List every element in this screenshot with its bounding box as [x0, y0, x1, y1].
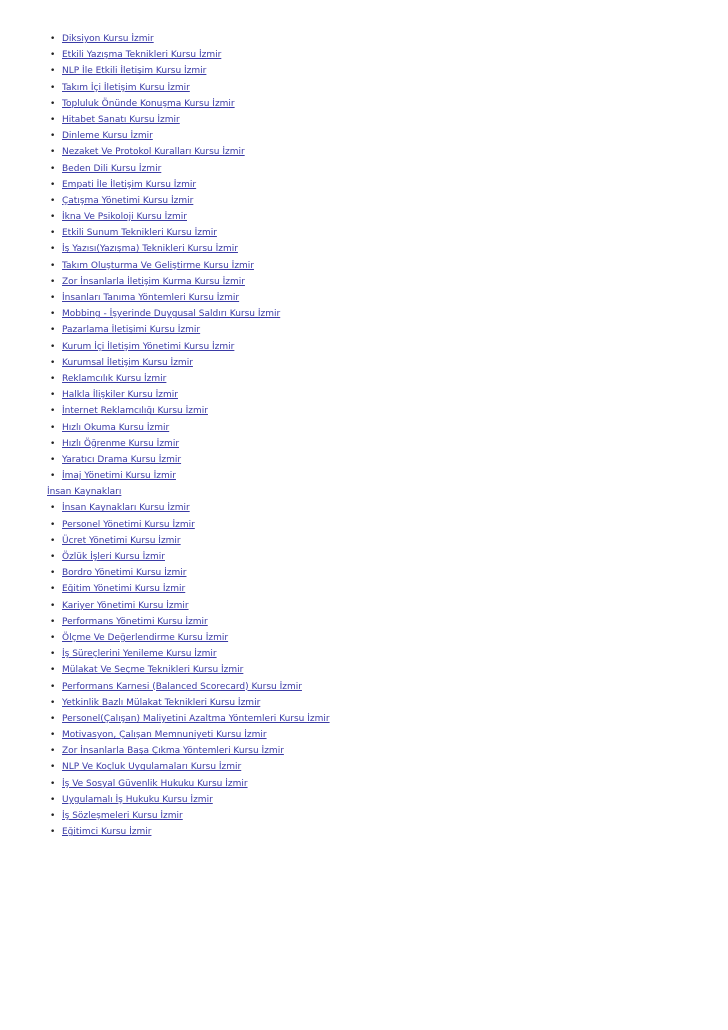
course-list-human-resources: [47, 500, 728, 840]
course-link[interactable]: Özlük İşleri Kursu İzmir: [62, 552, 165, 562]
list-item: [47, 177, 728, 193]
course-link[interactable]: İmaj Yönetimi Kursu İzmir: [62, 471, 176, 482]
bullet-icon: •: [50, 131, 56, 142]
bullet-icon: •: [50, 98, 56, 109]
course-link[interactable]: Motivasyon, Çalışan Memnuniyeti Kursu İzmir: [62, 730, 267, 741]
list-item: [47, 452, 728, 468]
course-link[interactable]: İnternet Reklamcılığı Kursu İzmir: [62, 406, 208, 417]
bullet-icon: •: [50, 713, 56, 724]
list-item: [47, 436, 728, 452]
section-heading-human-resources[interactable]: İnsan Kaynakları: [47, 487, 122, 498]
bullet-icon: •: [50, 325, 56, 336]
list-item: [47, 792, 728, 808]
course-link[interactable]: Topluluk Önünde Konuşma Kursu İzmir: [62, 98, 235, 109]
course-link[interactable]: Bordro Yönetimi Kursu İzmir: [62, 568, 187, 579]
course-link[interactable]: Etkili Yazışma Teknikleri Kursu İzmir: [62, 50, 222, 61]
course-link[interactable]: Hitabet Sanatı Kursu İzmir: [62, 114, 180, 125]
bullet-icon: •: [50, 600, 56, 611]
list-item: [47, 161, 728, 177]
bullet-icon: •: [50, 778, 56, 789]
list-item: [47, 468, 728, 484]
list-item: [47, 500, 728, 516]
list-item: [47, 695, 728, 711]
bullet-icon: •: [50, 746, 56, 757]
list-item: [47, 371, 728, 387]
course-link[interactable]: Kariyer Yönetimi Kursu İzmir: [62, 600, 189, 611]
course-link[interactable]: İnsan Kaynakları Kursu İzmir: [62, 503, 190, 514]
bullet-icon: •: [50, 406, 56, 417]
course-link[interactable]: Dinleme Kursu İzmir: [62, 131, 153, 142]
bullet-icon: •: [50, 228, 56, 239]
bullet-icon: •: [50, 357, 56, 368]
course-link[interactable]: Diksiyon Kursu İzmir: [62, 34, 154, 44]
list-item: [47, 420, 728, 436]
course-link[interactable]: NLP Ve Koçluk Uygulamaları Kursu İzmir: [62, 762, 242, 773]
course-link[interactable]: Mobbing - İşyerinde Duygusal Saldırı Kursu İzmir: [62, 309, 281, 320]
course-link[interactable]: Performans Karnesi (Balanced Scorecard) Kursu İzmir: [62, 681, 302, 692]
list-item: [47, 630, 728, 646]
list-item: [47, 274, 728, 290]
bullet-icon: •: [50, 309, 56, 320]
course-link[interactable]: İkna Ve Psikoloji Kursu İzmir: [62, 212, 187, 223]
list-item: [47, 258, 728, 274]
bullet-icon: •: [50, 632, 56, 643]
list-item: [47, 776, 728, 792]
list-item: [47, 824, 728, 840]
list-item: [47, 598, 728, 614]
course-link[interactable]: Nezaket Ve Protokol Kuralları Kursu İzmir: [62, 147, 245, 158]
course-link[interactable]: İnsanları Tanıma Yöntemleri Kursu İzmir: [62, 293, 240, 303]
bullet-icon: •: [50, 195, 56, 206]
list-item: [47, 322, 728, 338]
list-item: [47, 80, 728, 96]
course-link[interactable]: Kurumsal İletişim Kursu İzmir: [62, 357, 193, 368]
list-item: [47, 387, 728, 403]
course-link[interactable]: NLP İle Etkili İletişim Kursu İzmir: [62, 66, 207, 77]
bullet-icon: •: [50, 390, 56, 401]
bullet-icon: •: [50, 276, 56, 287]
course-link[interactable]: Takım İçi İletişim Kursu İzmir: [62, 82, 190, 93]
bullet-icon: •: [50, 244, 56, 255]
list-item: [47, 549, 728, 565]
list-item: [47, 225, 728, 241]
course-link[interactable]: Personel Yönetimi Kursu İzmir: [62, 519, 195, 530]
bullet-icon: •: [50, 503, 56, 514]
list-item: [47, 144, 728, 160]
list-item: [47, 403, 728, 419]
bullet-icon: •: [50, 82, 56, 93]
list-item: [47, 193, 728, 209]
bullet-icon: •: [50, 649, 56, 660]
list-item: [47, 727, 728, 743]
bullet-icon: •: [50, 552, 56, 562]
list-item: [47, 679, 728, 695]
list-item: [47, 96, 728, 112]
list-item: [47, 711, 728, 727]
list-item: [47, 306, 728, 322]
list-item: [47, 759, 728, 775]
bullet-icon: •: [50, 535, 56, 546]
bullet-icon: •: [50, 422, 56, 433]
bullet-icon: •: [50, 616, 56, 627]
list-item: [47, 808, 728, 824]
list-item: [47, 209, 728, 225]
bullet-icon: •: [50, 584, 56, 595]
list-item: [47, 47, 728, 63]
bullet-icon: •: [50, 34, 56, 44]
course-link[interactable]: İş Süreçlerini Yenileme Kursu İzmir: [62, 649, 217, 660]
bullet-icon: •: [50, 66, 56, 77]
course-link[interactable]: Çatışma Yönetimi Kursu İzmir: [62, 195, 194, 206]
list-item: [47, 646, 728, 662]
bullet-icon: •: [50, 454, 56, 465]
course-link[interactable]: Personel(Çalışan) Maliyetini Azaltma Yöntemleri Kursu İzmir: [62, 713, 330, 724]
bullet-icon: •: [50, 568, 56, 579]
bullet-icon: •: [50, 50, 56, 61]
course-link[interactable]: Empati İle İletişim Kursu İzmir: [62, 179, 197, 190]
list-item: [47, 112, 728, 128]
bullet-icon: •: [50, 293, 56, 303]
course-link[interactable]: Ücret Yönetimi Kursu İzmir: [62, 535, 181, 546]
course-link[interactable]: Ölçme Ve Değerlendirme Kursu İzmir: [62, 632, 229, 643]
course-link[interactable]: Yaratıcı Drama Kursu İzmir: [62, 454, 182, 465]
course-link[interactable]: Eğitim Yönetimi Kursu İzmir: [62, 584, 186, 595]
course-link[interactable]: Takım Oluşturma Ve Geliştirme Kursu İzmir: [62, 260, 255, 271]
course-link[interactable]: İş Sözleşmeleri Kursu İzmir: [62, 811, 183, 821]
course-link[interactable]: Performans Yönetimi Kursu İzmir: [62, 616, 208, 627]
bullet-icon: •: [50, 179, 56, 190]
bullet-icon: •: [50, 341, 56, 352]
bullet-icon: •: [50, 163, 56, 174]
course-link[interactable]: Reklamcılık Kursu İzmir: [62, 373, 167, 384]
list-item: [47, 31, 728, 47]
bullet-icon: •: [50, 438, 56, 449]
list-item: [47, 339, 728, 355]
list-item: [47, 241, 728, 257]
course-link[interactable]: Zor İnsanlarla İletişim Kurma Kursu İzmir: [62, 276, 245, 287]
bullet-icon: •: [50, 730, 56, 741]
list-item: [47, 63, 728, 79]
bullet-icon: •: [50, 665, 56, 676]
course-link[interactable]: Kurum İçi İletişim Yönetimi Kursu İzmir: [62, 341, 235, 352]
course-link[interactable]: Hızlı Öğrenme Kursu İzmir: [62, 438, 180, 449]
course-link[interactable]: İş Ve Sosyal Güvenlik Hukuku Kursu İzmir: [62, 778, 248, 789]
list-item: [47, 290, 728, 306]
bullet-icon: •: [50, 260, 56, 271]
bullet-icon: •: [50, 697, 56, 708]
bullet-icon: •: [50, 762, 56, 773]
list-item: [47, 517, 728, 533]
course-link[interactable]: Mülakat Ve Seçme Teknikleri Kursu İzmir: [62, 665, 244, 676]
bullet-icon: •: [50, 827, 56, 838]
list-item: [47, 128, 728, 144]
course-link[interactable]: İş Yazısı(Yazışma) Teknikleri Kursu İzmir: [62, 244, 238, 255]
list-item: [47, 614, 728, 630]
bullet-icon: •: [50, 147, 56, 158]
course-link[interactable]: Pazarlama İletişimi Kursu İzmir: [62, 325, 201, 336]
course-link[interactable]: Beden Dili Kursu İzmir: [62, 163, 162, 174]
list-item: [47, 355, 728, 371]
bullet-icon: •: [50, 811, 56, 821]
course-link[interactable]: Etkili Sunum Teknikleri Kursu İzmir: [62, 228, 217, 239]
course-link[interactable]: Yetkinlik Bazlı Mülakat Teknikleri Kursu İzmir: [62, 697, 261, 708]
course-link[interactable]: Zor İnsanlarla Başa Çıkma Yöntemleri Kursu İzmir: [62, 746, 284, 757]
bullet-icon: •: [50, 114, 56, 125]
course-list-communication: [47, 31, 728, 484]
bullet-icon: •: [50, 471, 56, 482]
list-item: [47, 565, 728, 581]
bullet-icon: •: [50, 794, 56, 805]
course-link[interactable]: Hızlı Okuma Kursu İzmir: [62, 422, 170, 433]
list-item: [47, 533, 728, 549]
list-item: [47, 662, 728, 678]
bullet-icon: •: [50, 212, 56, 223]
bullet-icon: •: [50, 519, 56, 530]
list-item: [47, 581, 728, 597]
course-link[interactable]: Eğitimci Kursu İzmir: [62, 827, 152, 838]
bullet-icon: •: [50, 681, 56, 692]
course-link[interactable]: Uygulamalı İş Hukuku Kursu İzmir: [62, 794, 213, 805]
list-item: [47, 743, 728, 759]
bullet-icon: •: [50, 373, 56, 384]
course-link[interactable]: Halkla İlişkiler Kursu İzmir: [62, 390, 178, 401]
